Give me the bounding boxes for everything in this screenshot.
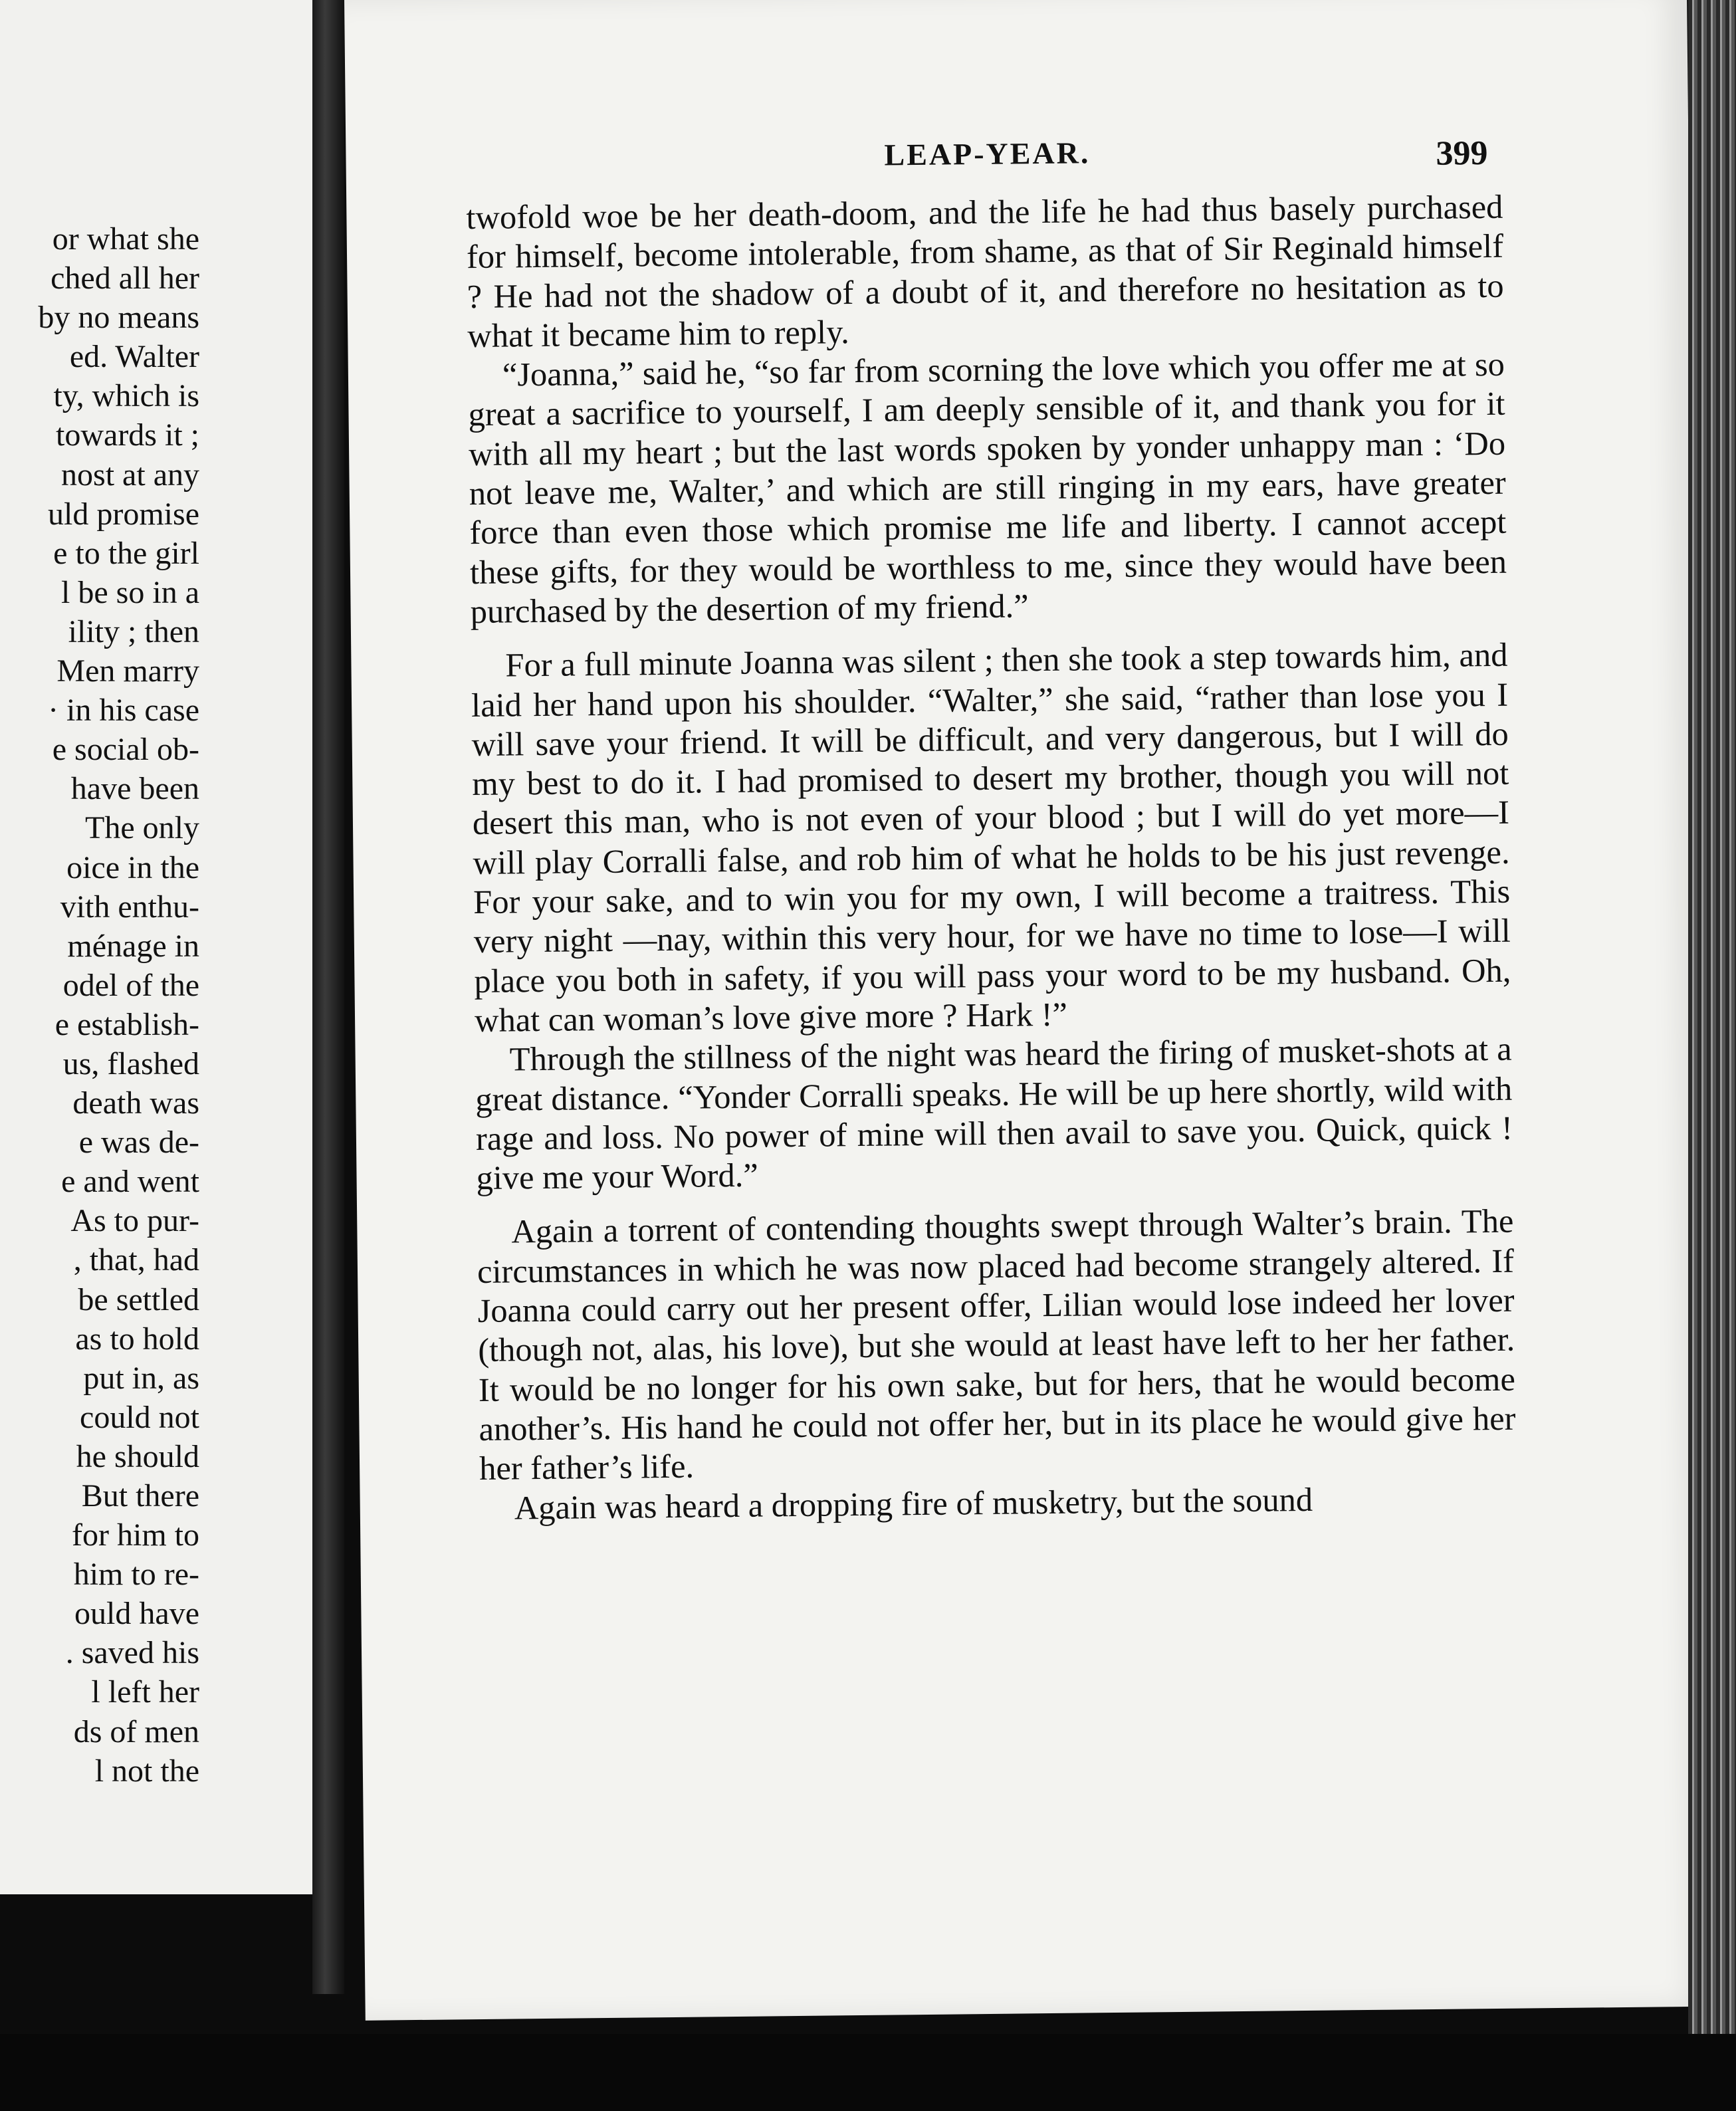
facing-page-line: Men marry	[56, 653, 199, 689]
facing-page-line: ty, which is	[53, 378, 199, 414]
facing-page-line: l not the	[94, 1753, 199, 1789]
facing-page-line: · in his case	[48, 693, 199, 728]
facing-page-left	[0, 0, 312, 1894]
facing-page-line: by no means	[38, 300, 199, 336]
facing-page-line: us, flashed	[62, 1046, 199, 1081]
facing-page-line: e to the girl	[53, 535, 199, 571]
facing-page-line: odel of the	[62, 967, 199, 1003]
facing-page-line: . saved his	[65, 1635, 199, 1671]
paragraph: For a full minute Joanna was silent ; then she took a step towards him, and laid her hand upon his shoulder. “Walter,” she said, “rather than lose you I will save your friend. It will be difficult, and very dangerous, but I will do my best to do it. I had promised to desert my brother, though you will not desert this man, who is not even of your blood ; but I will do yet more—I will play Corralli false, and rob him of what he holds to be his just revenge. For your sake, and to win you for my own, I will become a traitress. This very night —nay, within this very hour, for we have no time to lose—I will place you both in safety, if you will pass your word to be my husband. Oh, what can woman’s love give more ? Hark !”	[471, 635, 1511, 1039]
facing-page-line: death was	[72, 1085, 199, 1121]
facing-page-line: ility ; then	[68, 613, 199, 649]
facing-page-line: l left her	[91, 1674, 199, 1710]
facing-page-line: oice in the	[66, 849, 199, 885]
facing-page-line: vith enthu-	[60, 889, 199, 925]
facing-page-line: But there	[81, 1478, 199, 1513]
page-399	[344, 0, 1708, 2021]
body-text	[466, 187, 1517, 1528]
facing-page-line: l be so in a	[61, 574, 199, 610]
facing-page-line: ménage in	[67, 928, 199, 964]
facing-page-line: ould have	[74, 1596, 199, 1632]
page-number: 399	[1436, 134, 1488, 173]
paragraph: “Joanna,” said he, “so far from scorning the love which you offer me at so great a sacrifice to yourself, I am deeply sensible of it, and thank you for it with all my heart ; but the last words spoken by yonder unhappy man : ‘Do not leave me, Walter,’ and which are still ringing in my ears, have greater force than even those which promise me life and liberty. I cannot accept these gifts, for they would be worthless to me, since they would have been purchased by the desertion of my friend.”	[468, 345, 1507, 631]
facing-page-line: he should	[76, 1438, 199, 1474]
facing-page-line: him to re-	[73, 1557, 199, 1593]
facing-page-line: e and went	[61, 1164, 199, 1200]
page-edges	[1688, 0, 1736, 2111]
facing-page-line: e establish-	[54, 1006, 199, 1042]
facing-page-line: as to hold	[75, 1321, 199, 1357]
paragraph: Again was heard a dropping fire of musketry, but the sound	[514, 1480, 1313, 1526]
facing-page-line: uld promise	[48, 496, 199, 532]
facing-page-line: As to pur-	[70, 1203, 199, 1239]
facing-page-line: The only	[85, 810, 199, 846]
paragraph: Through the stillness of the night was heard the firing of musket-shots at a great distance. “Yonder Corralli speaks. He will be up here shortly, wild with rage and loss. No power of mine will then avail to save you. Quick, quick ! give me your Word.”	[475, 1030, 1513, 1197]
facing-page-line: have been	[70, 771, 199, 807]
scan-bottom-border	[0, 2034, 1736, 2111]
facing-page-line: e social ob-	[52, 732, 199, 768]
paragraph: Again a torrent of contending thoughts swept through Walter’s brain. The circumstances in which he was now placed had become strangely altered. If Joanna could carry out her present offer, Lilian would lose indeed her lover (though not, alas, his love), but she would at least have left to her her father. It would be no longer for his own sake, but for hers, that he would become another’s. His hand he could not offer her, but in its place he would give her her father’s life.	[477, 1202, 1516, 1488]
facing-page-line: put in, as	[83, 1360, 199, 1396]
facing-page-line: or what she	[52, 221, 199, 257]
running-title: LEAP-YEAR.	[884, 136, 1091, 172]
facing-page-line: ed. Walter	[69, 339, 199, 375]
facing-page-line: towards it ;	[56, 417, 199, 453]
facing-page-line: , that, had	[73, 1242, 199, 1278]
facing-page-line: be settled	[78, 1281, 199, 1317]
facing-page-line: ched all her	[51, 261, 199, 296]
facing-page-line: nost at any	[61, 457, 199, 493]
facing-page-line: e was de-	[78, 1125, 199, 1161]
running-header	[346, 129, 1689, 183]
book-gutter	[312, 0, 344, 1994]
paragraph: twofold woe be her death-doom, and the life he had thus basely purchased for himself, become intolerable, from shame, as that of Sir Reginald himself ? He had not the shadow of a doubt of it, and therefore no hesitation as to what it became him to reply.	[466, 187, 1504, 354]
facing-page-line: ds of men	[73, 1714, 199, 1749]
facing-page-line: for him to	[72, 1517, 199, 1553]
facing-page-text	[0, 219, 199, 1791]
facing-page-line: could not	[80, 1399, 199, 1435]
